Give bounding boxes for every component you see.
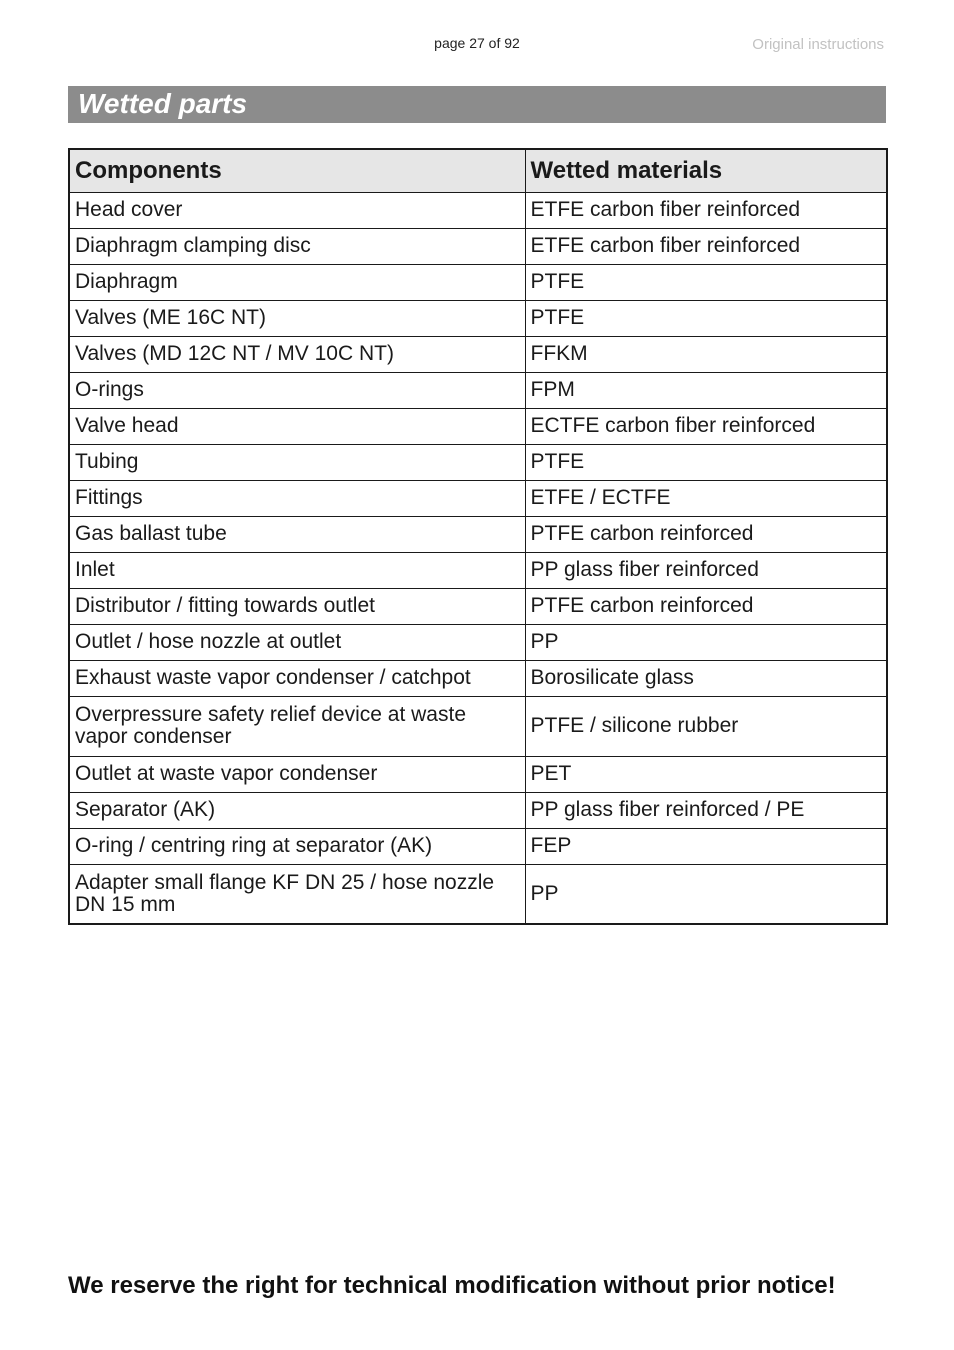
component-cell: Distributor / fitting towards outlet: [69, 588, 525, 624]
material-cell: FFKM: [525, 336, 887, 372]
technical-modification-notice: We reserve the right for technical modification without prior notice!: [68, 1272, 836, 1299]
component-cell: Fittings: [69, 480, 525, 516]
component-cell: O-rings: [69, 372, 525, 408]
component-cell: Outlet at waste vapor condenser: [69, 756, 525, 792]
table-row: [69, 408, 887, 444]
material-cell: PP: [525, 624, 887, 660]
material-cell: PP: [525, 864, 887, 924]
component-cell: Adapter small flange KF DN 25 / hose nozzle DN 15 mm: [69, 864, 525, 924]
material-cell: ECTFE carbon fiber reinforced: [525, 408, 887, 444]
table-row: [69, 828, 887, 864]
material-cell: PTFE carbon reinforced: [525, 588, 887, 624]
material-cell: ETFE carbon fiber reinforced: [525, 192, 887, 228]
component-cell: Valves (MD 12C NT / MV 10C NT): [69, 336, 525, 372]
table-row: [69, 588, 887, 624]
material-cell: PTFE: [525, 264, 887, 300]
table-row: [69, 660, 887, 696]
table-row: [69, 864, 887, 924]
component-cell: Diaphragm: [69, 264, 525, 300]
material-cell: Borosilicate glass: [525, 660, 887, 696]
table-row: [69, 228, 887, 264]
table-row: [69, 336, 887, 372]
table-row: [69, 552, 887, 588]
table-header-row: [69, 149, 887, 192]
wetted-parts-table: [68, 148, 888, 925]
table-row: [69, 792, 887, 828]
component-cell: Outlet / hose nozzle at outlet: [69, 624, 525, 660]
column-header-components: Components: [69, 149, 525, 192]
component-cell: Tubing: [69, 444, 525, 480]
component-cell: Separator (AK): [69, 792, 525, 828]
component-cell: Gas ballast tube: [69, 516, 525, 552]
section-title-bar: [68, 86, 886, 123]
table-row: [69, 516, 887, 552]
document-type-label: Original instructions: [752, 36, 884, 53]
component-cell: Exhaust waste vapor condenser / catchpot: [69, 660, 525, 696]
material-cell: FEP: [525, 828, 887, 864]
component-cell: O-ring / centring ring at separator (AK): [69, 828, 525, 864]
section-title: Wetted parts: [78, 88, 248, 119]
component-cell: Valve head: [69, 408, 525, 444]
material-cell: ETFE / ECTFE: [525, 480, 887, 516]
column-header-wetted-materials: Wetted materials: [525, 149, 887, 192]
page-number: page 27 of 92: [434, 35, 520, 51]
table-row: [69, 300, 887, 336]
table-row: [69, 756, 887, 792]
component-cell: Inlet: [69, 552, 525, 588]
component-cell: Overpressure safety relief device at waste vapor condenser: [69, 696, 525, 756]
component-cell: Valves (ME 16C NT): [69, 300, 525, 336]
material-cell: PTFE / silicone rubber: [525, 696, 887, 756]
material-cell: PTFE: [525, 444, 887, 480]
material-cell: ETFE carbon fiber reinforced: [525, 228, 887, 264]
material-cell: PTFE carbon reinforced: [525, 516, 887, 552]
material-cell: PET: [525, 756, 887, 792]
material-cell: PP glass fiber reinforced / PE: [525, 792, 887, 828]
material-cell: FPM: [525, 372, 887, 408]
table-row: [69, 696, 887, 756]
component-cell: Head cover: [69, 192, 525, 228]
material-cell: PTFE: [525, 300, 887, 336]
table-row: [69, 264, 887, 300]
component-cell: Diaphragm clamping disc: [69, 228, 525, 264]
table-row: [69, 444, 887, 480]
material-cell: PP glass fiber reinforced: [525, 552, 887, 588]
table-row: [69, 480, 887, 516]
table-row: [69, 624, 887, 660]
table-row: [69, 192, 887, 228]
table-row: [69, 372, 887, 408]
